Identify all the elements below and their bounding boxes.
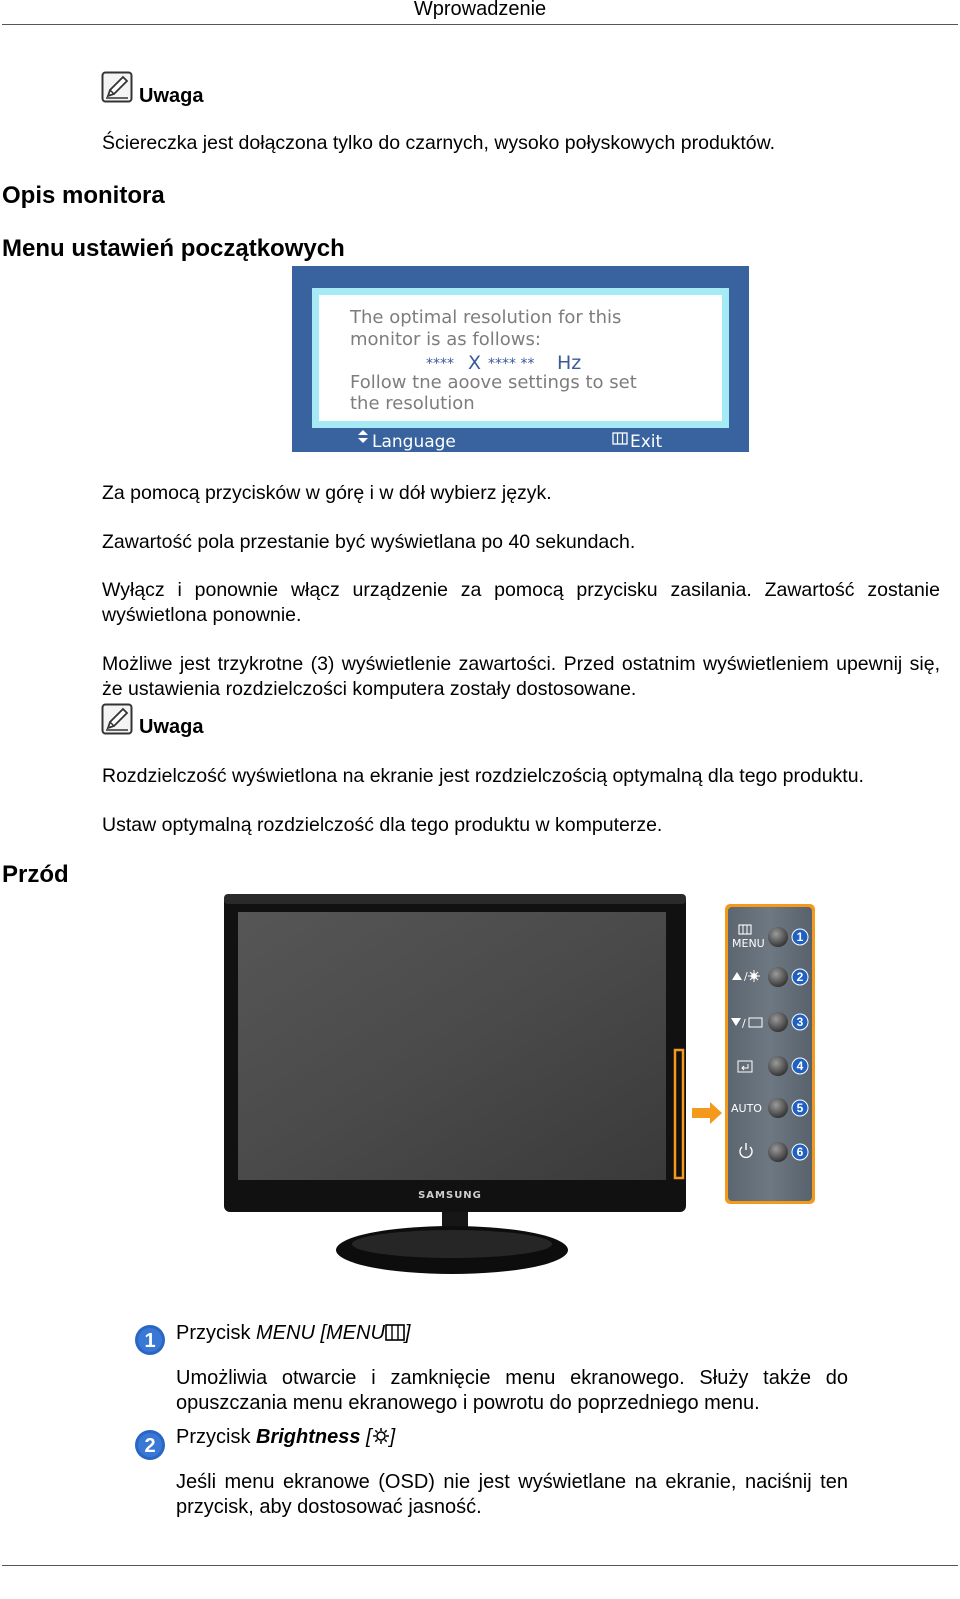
- item-2-description: Jeśli menu ekranowe (OSD) nie jest wyświetlane na ekranie, naciśnij ten przycisk, aby dostosować jasność.: [176, 1471, 848, 1518]
- heading-front: Przód: [2, 861, 69, 888]
- header-rule: [2, 24, 958, 25]
- note-label: Uwaga: [139, 716, 204, 738]
- paragraph-select-language: Za pomocą przycisków w górę i w dół wybierz język.: [102, 482, 552, 504]
- heading-monitor-description: Opis monitora: [2, 182, 165, 209]
- heading-initial-settings-menu: Menu ustawień początkowych: [2, 235, 345, 262]
- note-text-optimal-resolution: Rozdzielczość wyświetlona na ekranie jest rozdzielczością optymalną dla tego produktu.: [102, 765, 864, 787]
- svg-text:4: 4: [796, 1059, 804, 1073]
- note-text: Ściereczka jest dołączona tylko do czarnych, wysoko połyskowych produktów.: [102, 132, 776, 154]
- svg-text:3: 3: [796, 1015, 804, 1029]
- page-header-title: Wprowadzenie: [413, 0, 547, 20]
- menu-grid-icon: [385, 1324, 405, 1341]
- note-text-set-resolution: Ustaw optymalną rozdzielczość dla tego produktu w komputerze.: [102, 814, 663, 836]
- osd-stars-b: **** **: [488, 356, 535, 372]
- paragraph-display-timeout: Zawartość pola przestanie być wyświetlana po 40 sekundach.: [102, 531, 636, 553]
- brightness-sun-icon: [372, 1427, 390, 1445]
- svg-text:6: 6: [796, 1145, 804, 1159]
- item-1-description: Umożliwia otwarcie i zamknięcie menu ekranowego. Służy także do opuszczania menu ekranowego i powrotu do poprzedniego menu.: [176, 1367, 848, 1414]
- osd-line-4: Follow tne aoove settings to set: [350, 372, 637, 393]
- panel-auto-label: AUTO: [731, 1102, 762, 1115]
- brand-logo: SAMSUNG: [418, 1190, 482, 1201]
- svg-text:1: 1: [144, 1330, 156, 1352]
- svg-text:/: /: [744, 970, 748, 983]
- osd-language-label: Language: [372, 432, 456, 452]
- number-1-icon: [134, 1324, 166, 1356]
- svg-text:5: 5: [796, 1101, 804, 1115]
- panel-menu-label: MENU: [732, 937, 765, 950]
- note-label: Uwaga: [139, 85, 204, 107]
- paragraph-three-times: Możliwe jest trzykrotne (3) wyświetlenie zawartości. Przed ostatnim wyświetleniem upewnij się, że ustawienia rozdzielczości komputera zostały dostosowane.: [102, 653, 940, 700]
- svg-text:2: 2: [796, 970, 804, 984]
- osd-x: X: [468, 352, 482, 374]
- item-1-title: Przycisk MENU [MENU ]: [176, 1322, 411, 1344]
- monitor-front-illustration: [220, 890, 820, 1282]
- osd-line-2: monitor is as follows:: [350, 329, 541, 350]
- svg-text:2: 2: [144, 1435, 156, 1457]
- footer-rule: [2, 1565, 958, 1566]
- note-pencil-icon: [101, 703, 133, 735]
- note-pencil-icon: [101, 71, 133, 103]
- svg-text:/: /: [742, 1017, 746, 1030]
- osd-line-5: the resolution: [350, 393, 475, 414]
- svg-text:1: 1: [796, 930, 804, 944]
- osd-hz: Hz: [557, 352, 582, 374]
- osd-stars-a: ****: [426, 356, 454, 372]
- arrow-right-icon: [692, 1102, 722, 1124]
- number-2-icon: [134, 1429, 166, 1461]
- item-2-title: Przycisk Brightness [ ]: [176, 1426, 396, 1448]
- osd-exit-label: Exit: [630, 432, 663, 452]
- osd-line-1: The optimal resolution for this: [350, 307, 622, 328]
- paragraph-power-cycle: Wyłącz i ponownie włącz urządzenie za pomocą przycisku zasilania. Zawartość zostanie wyświetlona ponownie.: [102, 579, 940, 626]
- osd-resolution-dialog: [292, 266, 749, 452]
